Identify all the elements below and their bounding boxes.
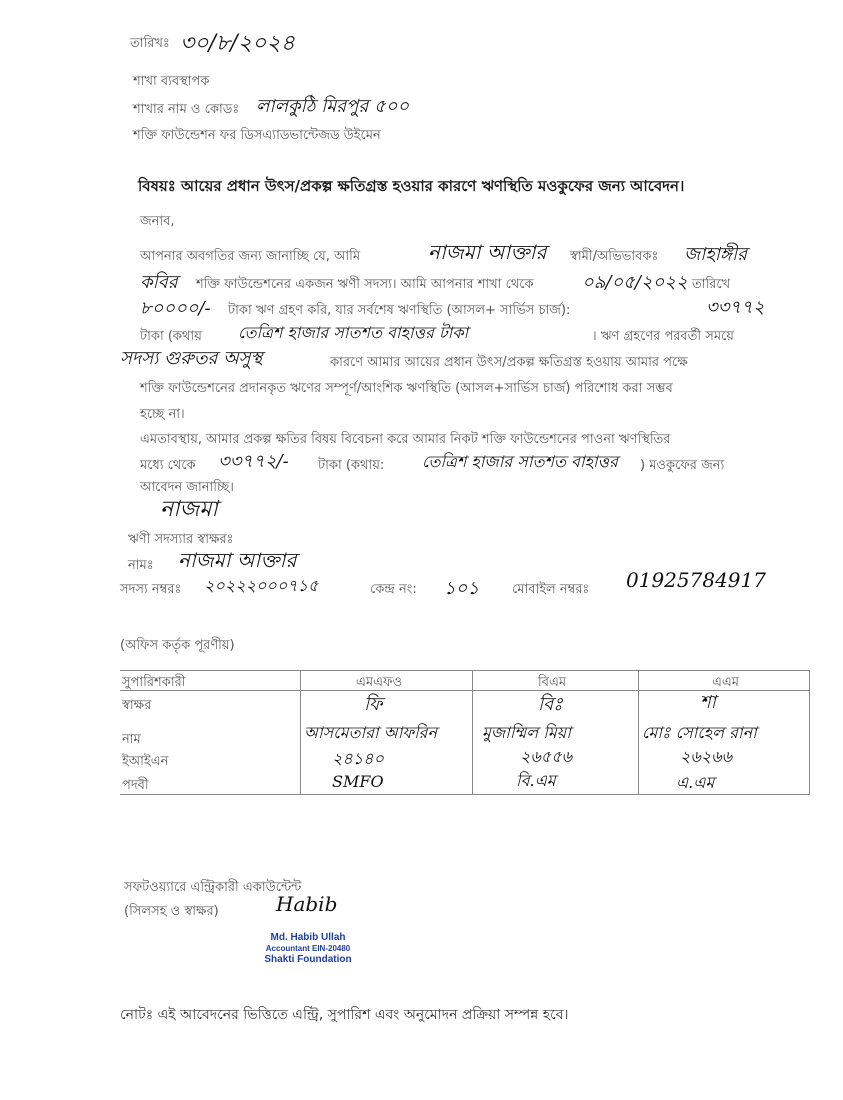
- center-value: ১০১: [444, 578, 480, 599]
- guardian-name-continued: কবির: [140, 272, 178, 293]
- loan-amount: ৮০০০০/-: [140, 298, 211, 319]
- para1-text: স্বামী/অভিভাবকঃ: [570, 249, 659, 264]
- mobile-value: 01925784917: [626, 568, 766, 592]
- column-heading-am: এএম: [712, 675, 739, 690]
- guardian-name: জাহাঙ্গীর: [684, 244, 747, 265]
- date-value: ৩০/৮/২০২৪: [180, 31, 295, 56]
- para1-text: তারিখে: [692, 277, 731, 292]
- loan-date: ০৯/০৫/২০২২: [582, 272, 688, 293]
- para2-text: এমতাবস্থায়, আমার প্রকল্প ক্ষতির বিষয় বিবেচনা করে আমার নিকট শক্তি ফাউন্ডেশনের পাওনা ঋণস্থিতির: [140, 432, 671, 447]
- column-heading-bm: বিএম: [538, 675, 567, 690]
- subject-line: বিষয়ঃ আয়ের প্রধান উৎস/প্রকল্প ক্ষতিগ্রস্ত হওয়ার কারণে ঋণস্থিতি মওকুফের জন্য আবেদন।: [138, 177, 685, 195]
- office-use-heading: (অফিস কর্তৃক পূরণীয়): [120, 638, 235, 653]
- para1-text: শক্তি ফাউন্ডেশনের প্রদানকৃত ঋণের সম্পূর্ণ/আংশিক ঋণস্থিতি (আসল+সার্ভিস চার্জ) পরিশোধ করা সম্ভব: [140, 381, 673, 396]
- mfo-name: আসমেতারা আফরিন: [304, 723, 438, 742]
- organization-name: শক্তি ফাউন্ডেশন ফর ডিসএ্যাডভান্টেজড উইমেন: [133, 128, 381, 143]
- center-label: কেন্দ্র নং:: [370, 582, 417, 597]
- stamp-role: Accountant EIN-20480: [265, 944, 351, 953]
- mobile-label: মোবাইল নম্বরঃ: [512, 582, 590, 597]
- para1-text: । ঋণ গ্রহণের পরবর্তী সময়ে: [592, 329, 734, 344]
- loan-balance: ৩৩৭৭২: [706, 297, 765, 318]
- row-label-ein: ইআইএন: [122, 754, 169, 769]
- row-label-designation: পদবী: [122, 778, 149, 793]
- para1-text: টাকা ঋণ গ্রহণ করি, যার সর্বশেষ ঋণস্থিতি (আসল+ সার্ভিস চার্জ):: [228, 303, 571, 318]
- waiver-in-words: তেত্রিশ হাজার সাতশত বাহাত্তর: [422, 452, 618, 471]
- am-designation: এ.এম: [676, 773, 715, 792]
- signature-label: ঋণী সদস্যার স্বাক্ষরঃ: [128, 532, 234, 547]
- stamp-name: Md. Habib Ullah: [270, 932, 346, 943]
- column-heading-mfo: এমএফও: [356, 675, 403, 690]
- mfo-ein: ২৪১৪০: [332, 749, 384, 768]
- footer-note: নোটঃ এই আবেদনের ভিত্তিতে এন্ট্রি, সুপারিশ এবং অনুমোদন প্রক্রিয়া সম্পন্ন হবে।: [120, 1007, 569, 1023]
- accountant-signature: Habib: [276, 892, 338, 916]
- bm-signature: বিঃ: [538, 694, 563, 715]
- mfo-signature: ফি: [364, 694, 383, 715]
- para1-text: টাকা (কথায়: [140, 329, 202, 344]
- recommendation-table: [120, 670, 810, 795]
- para2-text: আবেদন জানাচ্ছি।: [140, 480, 234, 495]
- row-label-recommender: সুপারিশকারী: [122, 675, 186, 690]
- member-printed-name: নাজমা আক্তার: [178, 548, 297, 572]
- branch-value: লালকুঠি মিরপুর ৫০০: [256, 96, 410, 117]
- loss-reason: সদস্য গুরুতর অসুস্থ: [120, 348, 263, 369]
- bm-ein: ২৬৫৫৬: [520, 747, 572, 766]
- para2-text: টাকা (কথায়:: [318, 458, 385, 473]
- para1-text: হচ্ছে না।: [140, 407, 185, 422]
- recipient-label: শাখা ব্যবস্থাপক: [133, 74, 210, 89]
- date-label: তারিখঃ: [130, 36, 170, 51]
- mfo-designation: SMFO: [332, 772, 384, 791]
- stamp-org: Shakti Foundation: [264, 954, 352, 965]
- waiver-amount: ৩৩৭৭২/-: [218, 451, 289, 472]
- bm-name: মুজাম্মিল মিয়া: [482, 723, 571, 742]
- accountant-stamp: [248, 932, 368, 965]
- member-signature: নাজমা: [160, 497, 218, 522]
- name-label: নামঃ: [128, 558, 154, 573]
- am-signature: শা: [700, 692, 716, 713]
- para2-text: মধ্যে থেকে: [140, 458, 196, 473]
- am-name: মোঃ সোহেল রানা: [642, 723, 757, 742]
- row-label-name: নাম: [122, 732, 141, 747]
- member-number-value: ২০২২২০০০৭১৫: [204, 576, 319, 595]
- member-number-label: সদস্য নম্বরঃ: [120, 582, 182, 597]
- para1-text: শক্তি ফাউন্ডেশনের একজন ঋণী সদস্য। আমি আপনার শাখা থেকে: [196, 277, 534, 292]
- row-label-signature: স্বাক্ষর: [122, 698, 152, 713]
- bm-designation: বি.এম: [516, 771, 556, 790]
- member-name: নাজমা আক্তার: [428, 240, 547, 264]
- am-ein: ২৬২৬৬: [680, 747, 733, 766]
- balance-in-words: তেত্রিশ হাজার সাতশত বাহাত্তর টাকা: [238, 323, 469, 342]
- branch-label: শাখার নাম ও কোডঃ: [133, 102, 240, 117]
- salutation: জনাব,: [140, 214, 175, 229]
- para2-text: ) মওকুফের জন্য: [640, 458, 725, 473]
- para1-text: কারণে আমার আয়ের প্রধান উৎস/প্রকল্প ক্ষতিগ্রস্ত হওয়ায় আমার পক্ষে: [330, 355, 688, 370]
- para1-text: আপনার অবগতির জন্য জানাচ্ছি যে, আমি: [140, 249, 361, 264]
- accountant-label: সফটওয়্যারে এন্ট্রিকারী একাউন্টেন্ট: [124, 880, 302, 895]
- accountant-seal-label: (সিলসহ ও স্বাক্ষর): [124, 904, 219, 919]
